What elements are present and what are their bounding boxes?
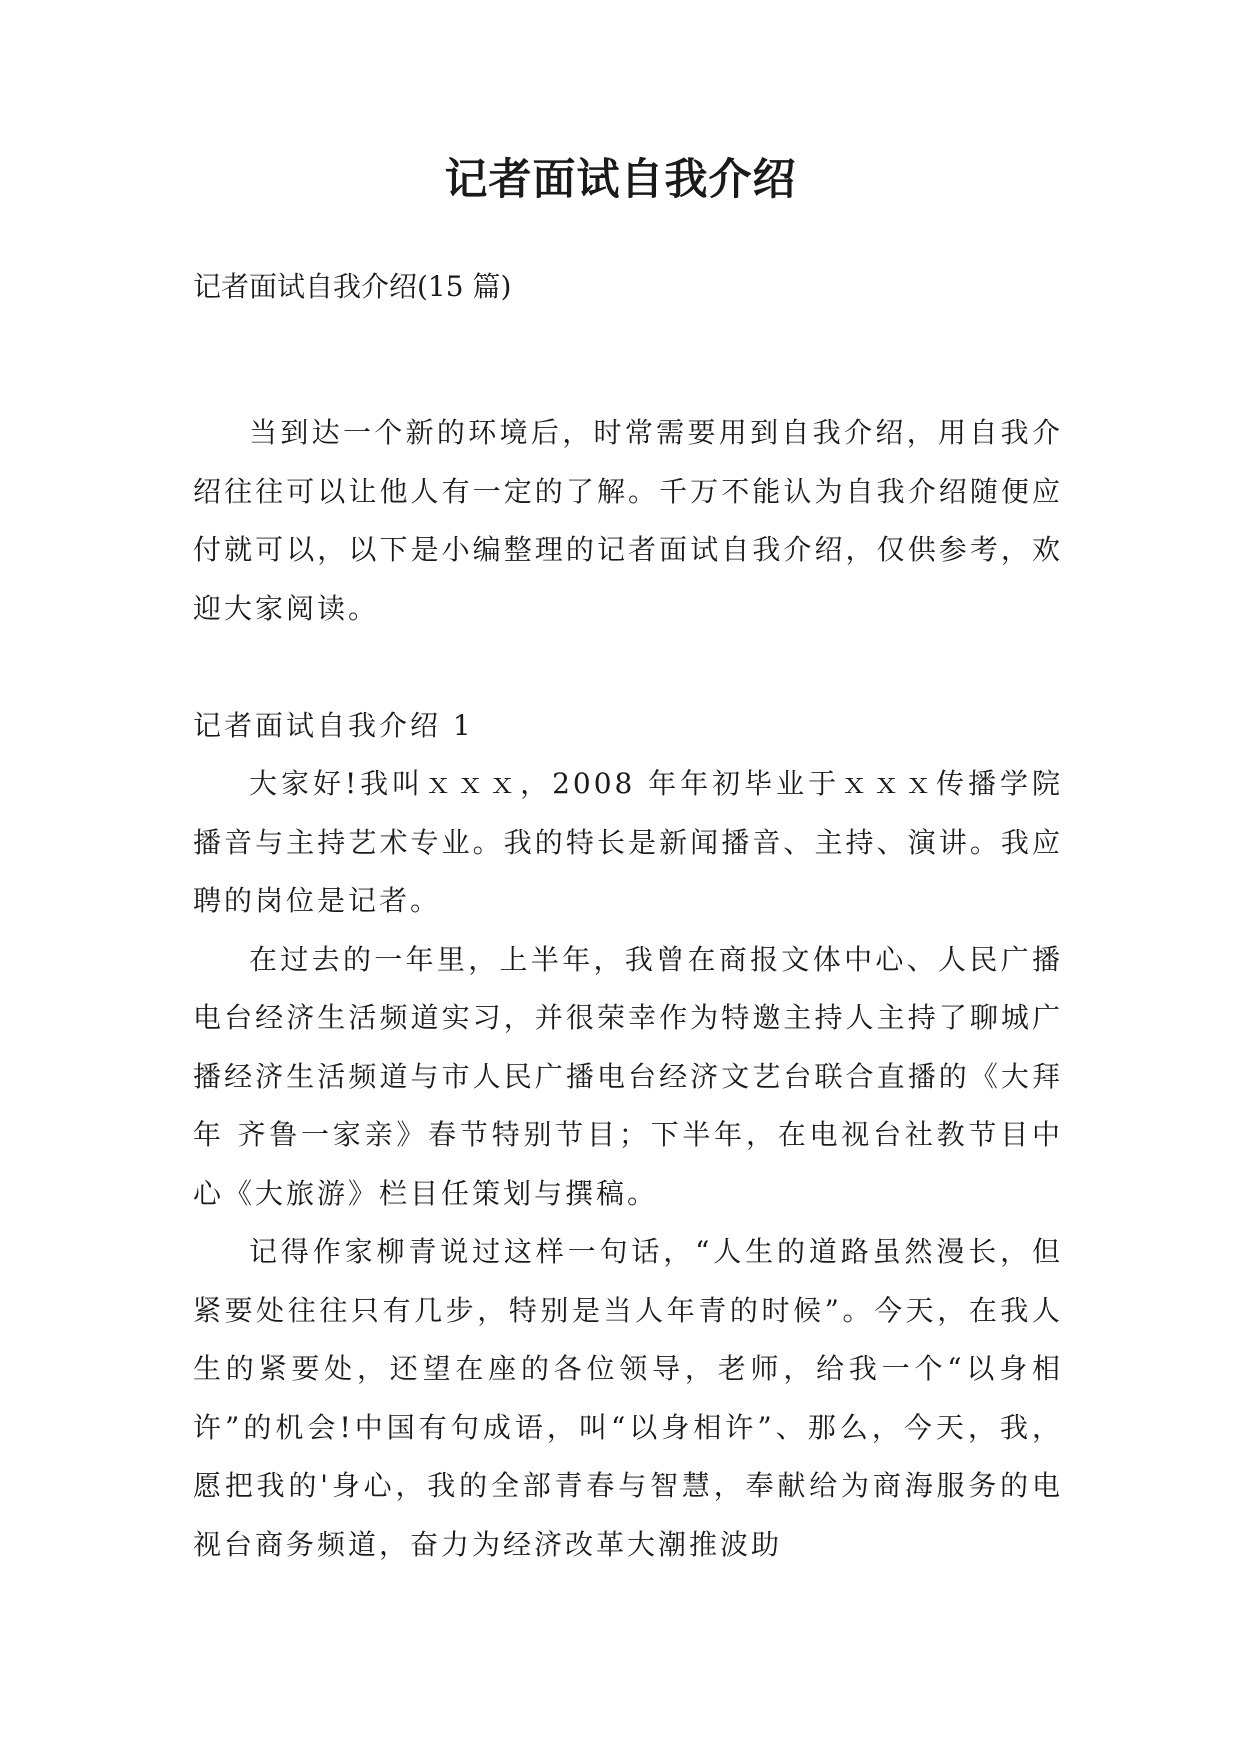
section-1 xyxy=(193,697,1063,1575)
body-paragraph: 记得作家柳青说过这样一句话，“人生的道路虽然漫长，但紧要处往往只有几步，特别是当人年青的时候”。今天，在我人生的紧要处，还望在座的各位领导，老师，给我一个“以身相许”的机会!中国有句成语，叫“以身相许”、那么，今天，我，愿把我的'身心，我的全部青春与智慧，奉献给为商海服务的电视台商务频道，奋力为经济改革大潮推波助 xyxy=(193,1235,1063,1561)
document-title: 记者面试自我介绍 xyxy=(444,155,797,205)
body-paragraph: 大家好!我叫ｘｘｘ，2008 年年初毕业于ｘｘｘ传播学院播音与主持艺术专业。我的特长是新闻播音、主持、演讲。我应聘的岗位是记者。 xyxy=(193,767,1063,917)
document-subtitle: 记者面试自我介绍(15 篇) xyxy=(193,270,512,303)
body-paragraph: 在过去的一年里，上半年，我曾在商报文体中心、人民广播电台经济生活频道实习，并很荣幸作为特邀主持人主持了聊城广播经济生活频道与市人民广播电台经济文艺台联合直播的《大拜年 齐鲁一家亲》春节特别节目；下半年，在电视台社教节目中心《大旅游》栏目任策划与撰稿。 xyxy=(193,942,1063,1210)
intro-paragraph: 当到达一个新的环境后，时常需要用到自我介绍，用自我介绍往往可以让他人有一定的了解。千万不能认为自我介绍随便应付就可以，以下是小编整理的记者面试自我介绍，仅供参考，欢迎大家阅读。 xyxy=(193,416,1063,625)
document-body xyxy=(193,404,1063,1574)
section-heading: 记者面试自我介绍 1 xyxy=(193,708,474,742)
